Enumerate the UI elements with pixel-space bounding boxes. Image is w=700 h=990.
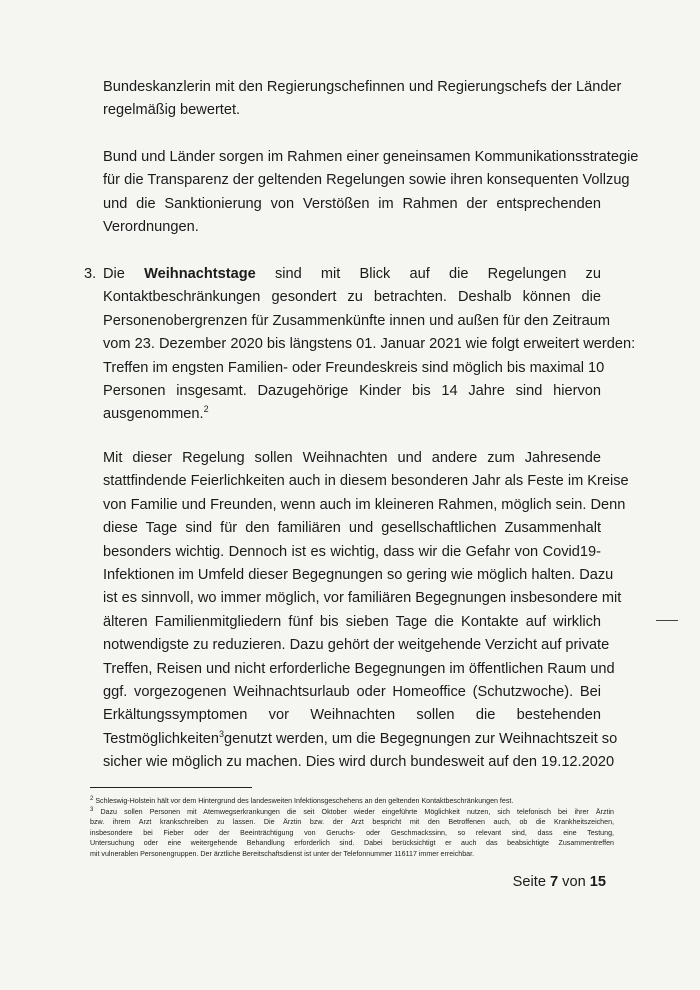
text-line: Personen insgesamt. Dazugehörige Kinder bis 14 Jahre sind hiervon xyxy=(103,383,601,400)
text-line: regelmäßig bewertet. xyxy=(103,102,241,119)
text-line xyxy=(103,403,601,426)
footnote-ref-3[interactable]: 3 xyxy=(219,728,225,739)
text-line: Kontaktbeschränkungen gesondert zu betrachten. Deshalb können die xyxy=(103,289,601,306)
page-number-current: 7 xyxy=(550,874,559,890)
footnote-number: 3 xyxy=(90,806,94,813)
footnote-text: Schleswig-Holstein hält vor dem Hintergrund des landesweiten Infektionsgeschehens an den geltenden Kontaktbeschränkungen fest. xyxy=(95,797,514,805)
paragraph-christmas-rationale xyxy=(103,447,629,775)
footnote-text-line: Untersuchung oder eine weitergehende Behandlung erforderlich sind. Dabei berücksichtigt er auch das beabsichtigte Zusammentreffen xyxy=(90,839,614,848)
footnote-3 xyxy=(90,807,614,818)
page-number-total: 15 xyxy=(589,874,606,890)
footnotes xyxy=(90,796,614,860)
text-segment: genutzt werden, um die Begegnungen zur Weihnachtszeit so xyxy=(224,730,618,747)
footnote-text: Dazu sollen Personen mit Atemwegserkrankungen die seit Oktober wieder eingeführte Möglichkeit nutzen, sich telefonisch bei ihrer Ärztin xyxy=(100,807,614,816)
footnote-2 xyxy=(90,796,614,807)
text-segment: Testmöglichkeiten xyxy=(103,730,219,747)
text-line: vom 23. Dezember 2020 bis längstens 01. Januar 2021 wie folgt erweitert werden: xyxy=(103,336,636,353)
text-line: Erkältungssymptomen vor Weihnachten sollen die bestehenden xyxy=(103,707,601,724)
text-line: Bund und Länder sorgen im Rahmen einer geneinsamen Kommunikationsstrategie xyxy=(103,149,639,165)
footnote-text-line: bzw. ihrem Arzt krankschreiben zu lassen. Die Ärztin bzw. der Arzt bespricht mit den Betroffenen auch, ob die Krankheitszeichen, xyxy=(90,818,614,827)
page-number-middle: von xyxy=(558,874,590,890)
text-line: Infektionen im Umfeld dieser Begegnungen so gering wie möglich halten. Dazu xyxy=(103,567,614,584)
text-line: Mit dieser Regelung sollen Weihnachten und andere zum Jahresende xyxy=(103,450,601,466)
text-line: ist es sinnvoll, wo immer möglich, vor familiären Begegnungen insbesondere mit xyxy=(103,590,622,607)
text-line: Verordnungen. xyxy=(103,219,199,236)
footnote-number: 2 xyxy=(90,796,94,802)
footnote-separator xyxy=(90,787,252,788)
text-line: Treffen im engsten Familien- oder Freundeskreis sind möglich bis maximal 10 xyxy=(103,359,605,376)
text-line: Bundeskanzlerin mit den Regierungschefinnen und Regierungschefs der Länder xyxy=(103,79,622,95)
text-line: notwendigste zu reduzieren. Dazu gehört der weitgehende Verzicht auf private xyxy=(103,637,610,654)
paragraph-christmas-days xyxy=(103,263,636,427)
bold-term: Weihnachtstage xyxy=(144,266,256,282)
text-line: Personenobergrenzen für Zusammenkünfte innen und außen für den Zeitraum xyxy=(103,312,611,329)
text-segment: sind mit Blick auf die Regelungen zu xyxy=(274,266,601,282)
text-line: Treffen, Reisen und nicht erforderliche Begegnungen im öffentlichen Raum und xyxy=(103,660,615,677)
text-line xyxy=(103,728,618,751)
text-line: von Familie und Freunden, wenn auch im kleineren Rahmen, möglich sein. Denn xyxy=(103,496,626,513)
text-segment: Die xyxy=(103,266,125,282)
page-number-prefix: Seite xyxy=(512,874,550,890)
text-line: sicher wie möglich zu machen. Dies wird durch bundesweit auf den 19.12.2020 xyxy=(103,754,615,771)
footnote-text-line: mit vulnerablen Personengruppen. Der ärztliche Bereitschaftsdienst ist unter der Telefonnummer 116117 immer erreichbar. xyxy=(90,849,475,858)
page-number xyxy=(513,873,606,891)
footnote-ref-2[interactable]: 2 xyxy=(203,404,209,415)
text-line: diese Tage sind für den familiären und gesellschaftlichen Zusammenhalt xyxy=(103,520,601,537)
list-item-number: 3. xyxy=(84,266,97,282)
paragraph-communication-strategy xyxy=(103,146,639,240)
text-line: älteren Familienmitgliedern fünf bis sieben Tage die Kontakte auf wirklich xyxy=(103,613,601,630)
text-line: besonders wichtig. Dennoch ist es wichtig, dass wir die Gefahr von Covid19- xyxy=(103,543,601,560)
text-line: stattfindende Feierlichkeiten auch in diesem besonderen Jahr als Feste im Kreise xyxy=(103,473,629,490)
text-line xyxy=(103,263,601,286)
text-line: und die Sanktionierung von Verstößen im Rahmen der entsprechenden xyxy=(103,195,601,212)
footnote-text-line: insbesondere bei Fieber oder der Beeinträchtigung von Geruchs- oder Geschmackssinn, so relevant sind, dass eine Testung, xyxy=(90,828,614,837)
margin-mark xyxy=(656,620,678,621)
text-segment: ausgenommen. xyxy=(103,406,204,423)
text-line: ggf. vorgezogenen Weihnachtsurlaub oder Homeoffice (Schutzwoche). Bei xyxy=(103,684,601,701)
text-line: für die Transparenz der geltenden Regelungen sowie ihren konsequenten Vollzug xyxy=(103,172,630,189)
paragraph-continuation xyxy=(103,76,622,123)
